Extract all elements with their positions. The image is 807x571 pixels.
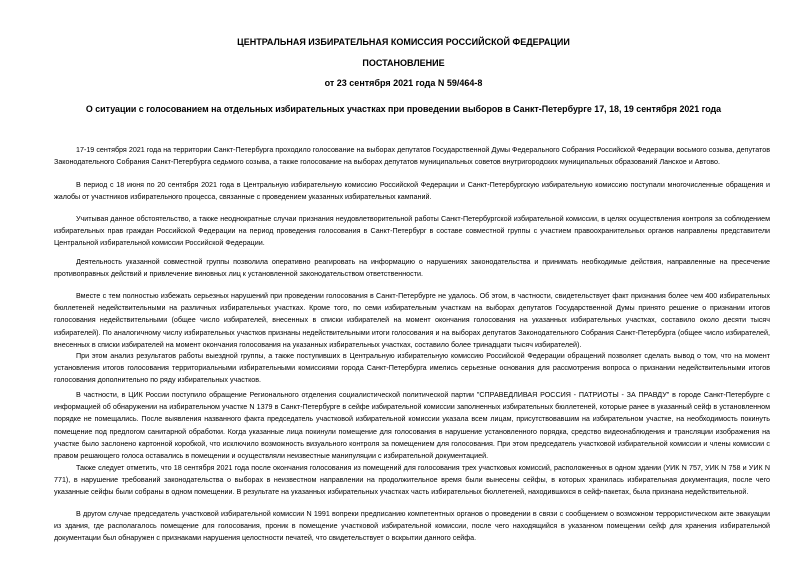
paragraph-5: Вместе с тем полностью избежать серьезных нарушений при проведении голосования в Санкт-Петербурге не удалось. Об этом, в частности, свидетельствует факт признания более чем 400 избирательных бюллетеней недействительными на различных избирательных участках. Кроме того, по семи избирательным участкам на выборах депутатов Государственной Думы принято решение о признании итогов голосования недействительными (общее число избирателей, внесенных в списки избирателей на момент окончания голосования на указанных избирательных участках, составило около десяти тысяч избирателей). По аналогичному числу избирательных участков признаны недействительными итоги голосования и на выборах депутатов Законодательного Собрания Санкт-Петербурга (общее число избирателей, внесенных в списки избирателей на момент окончания голосования на указанных избирательных участках, составило более тринадцати тысяч избирателей). — [54, 292, 770, 349]
paragraph-7: В частности, в ЦИК России поступило обращение Регионального отделения социалистической политической партии "СПРАВЕДЛИВАЯ РОССИЯ - ПАТРИОТЫ - ЗА ПРАВДУ" в городе Санкт-Петербурге с информацией об обнаружении на избирательном участке N 1379 в Санкт-Петербурге в сейфе избирательной комиссии заполненных избирательных бюллетеней, которые ранее в указанный сейф в установленном порядке не помещались. После выявления названного факта председатель участковой избирательной комиссии указала всем лицам, присутствовавшим на избирательном участке, на необходимость покинуть помещение под предлогом санитарной обработки. Когда указанные лица покинули помещение для голосования в нарушение установленного порядка, средство видеонаблюдения и трансляции изображения на участке было заслонено картонной коробкой, что исключило возможность визуального контроля за помещением для голосования. При этом председатель участковой избирательной комиссии и члены комиссии с правом решающего голоса оставались в помещении и осуществляли неизвестные манипуляции с избирательной документацией. — [54, 391, 770, 461]
issuing-organization: ЦЕНТРАЛЬНАЯ ИЗБИРАТЕЛЬНАЯ КОМИССИЯ РОССИЙСКОЙ ФЕДЕРАЦИИ — [237, 37, 570, 47]
paragraph-2: В период с 18 июня по 20 сентября 2021 года в Центральную избирательную комиссию Российской Федерации и Санкт-Петербургскую избирательную комиссию поступали многочисленные обращения и жалобы от участников избирательного процесса, связанные с проведением указанных избирательных кампаний. — [54, 181, 770, 202]
paragraph-4: Деятельность указанной совместной группы позволила оперативно реагировать на информацию о нарушениях законодательства и принимать необходимые действия, направленные на пресечение противоправных действий и привлечение виновных лиц к установленной законодательством ответственности. — [54, 258, 770, 279]
document-type: ПОСТАНОВЛЕНИЕ — [362, 58, 445, 68]
document-title: О ситуации с голосованием на отдельных избирательных участках при проведении выборов в Санкт-Петербурге 17, 18, 19 сентября 2021 года — [85, 104, 722, 114]
paragraph-1: 17-19 сентября 2021 года на территории Санкт-Петербурга проходило голосование на выборах депутатов Государственной Думы Федерального Собрания Российской Федерации восьмого созыва, депутатов Законодательного Собрания Санкт-Петербурга седьмого созыва, а также голосование на выборах депутатов муниципальных советов внутригородских муниципальных образований Ланское и Автово. — [54, 146, 770, 167]
paragraph-8: Также следует отметить, что 18 сентября 2021 года после окончания голосования из помещений для голосования трех участковых комиссий, расположенных в одном здании (УИК N 757, УИК N 758 и УИК N 771), в нарушение требований законодательства о выборах в неизвестном направлении на продолжительное время были вынесены сейфы, в которых хранилась избирательная документация, после чего указанные сейфы были собраны в одном помещении. В результате на указанных избирательных участках часть избирательных бюллетеней, находившихся в сейф-пакетах, была признана недействительной. — [54, 464, 770, 497]
paragraph-6: При этом анализ результатов работы выездной группы, а также поступивших в Центральную избирательную комиссию Российской Федерации обращений позволяет сделать вывод о том, что на момент установления итогов голосования территориальными избирательными комиссиями города Санкт-Петербурга имелись серьезные основания для рассмотрения вопроса о признании недействительными итогов голосования дополнительно по ряду избирательных участков. — [54, 352, 770, 385]
paragraph-9: В другом случае председатель участковой избирательной комиссии N 1991 вопреки предписанию компетентных органов о проведении в связи с сообщением о возможном террористическом акте эвакуации из здания, где располагалось помещение для голосования, проник в помещение участковой избирательной комиссии, после чего находящийся в указанном помещении сейф для хранения избирательной документации был обнаружен с признаками нарушения целостности печатей, что свидетельствует о вскрытии данного сейфа. — [54, 510, 770, 543]
document-date-number: от 23 сентября 2021 года N 59/464-8 — [324, 78, 483, 88]
paragraph-3: Учитывая данное обстоятельство, а также неоднократные случаи признания неудовлетворительной работы Санкт-Петербургской избирательной комиссии, в целях осуществления контроля за соблюдением избирательных прав граждан Российской Федерации на период проведения голосования в Санкт-Петербург в составе совместной группы с участием правоохранительных органов направлены представители Центральной избирательной комиссии Российской Федерации. — [54, 215, 770, 248]
